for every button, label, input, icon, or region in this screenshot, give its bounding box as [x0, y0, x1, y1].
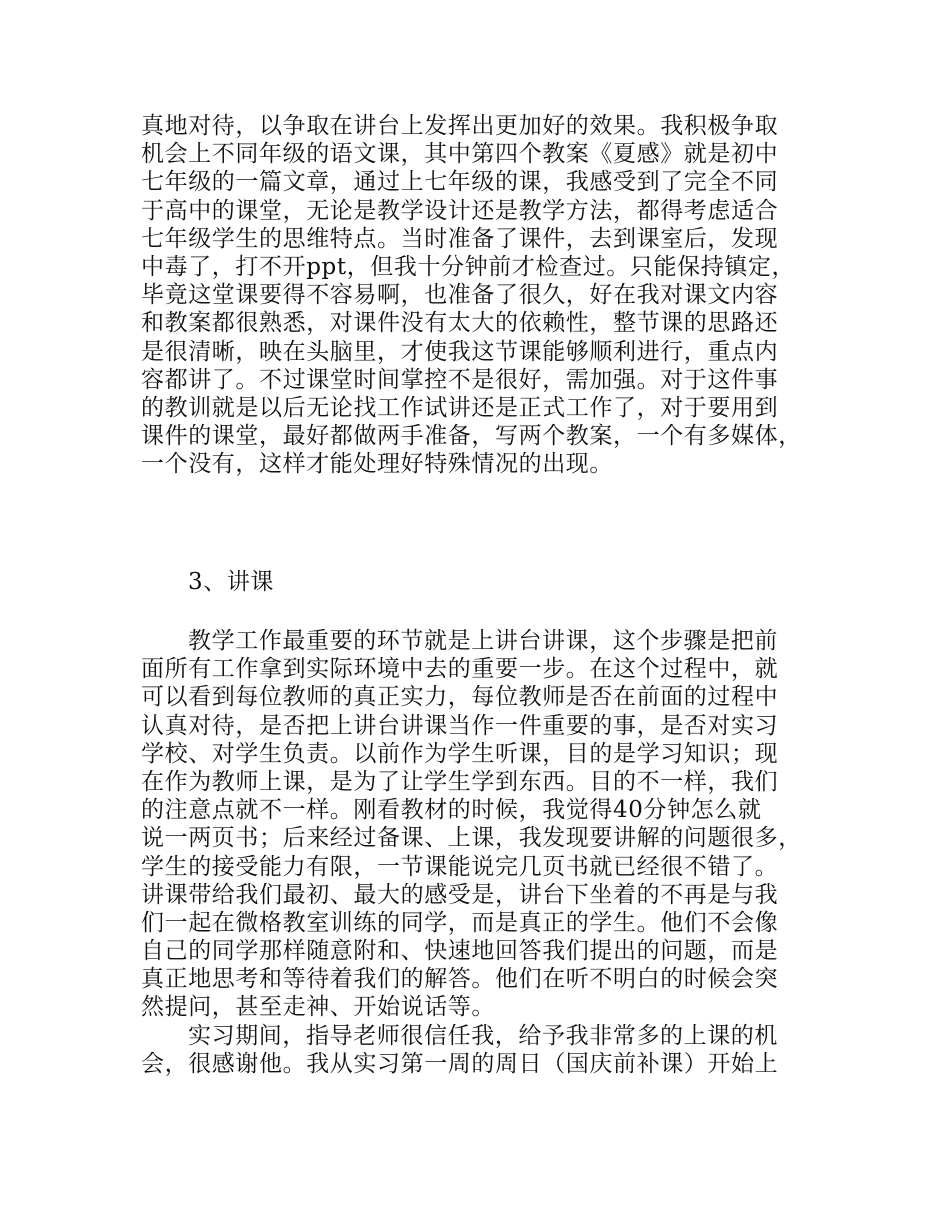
text-line: 和教案都很熟悉，对课件没有太大的依赖性，整节课的思路还 [141, 310, 779, 337]
text-line: 的教训就是以后无论找工作试讲还是正式工作了，对于要用到 [141, 394, 779, 421]
text-line: 容都讲了。不过课堂时间掌控不是很好，需加强。对于这件事 [141, 366, 779, 393]
text-line: 讲课带给我们最初、最大的感受是，讲台下坐着的不再是与我 [141, 881, 779, 908]
text-line: 是很清晰，映在头脑里，才使我这节课能够顺利进行，重点内 [141, 338, 779, 365]
text-line: 一个没有，这样才能处理好特殊情况的出现。 [141, 451, 613, 478]
text-line: 会，很感谢他。我从实习第一周的周日（国庆前补课）开始上 [141, 1051, 779, 1078]
paragraph-1 [141, 112, 831, 478]
text-line: 学生的接受能力有限，一节课能说完几页书就已经很不错了。 [141, 853, 779, 880]
text-line: 学校、对学生负责。以前作为学生听课，目的是学习知识；现 [141, 740, 779, 767]
text-line: 自己的同学那样随意附和、快速地回答我们提出的问题，而是 [141, 938, 779, 965]
section-heading [141, 568, 831, 596]
text-line: 们一起在微格教室训练的同学，而是真正的学生。他们不会像 [141, 909, 779, 936]
text-line: 七年级学生的思维特点。当时准备了课件，去到课室后，发现 [141, 225, 779, 252]
text-line: 可以看到每位教师的真正实力，每位教师是否在前面的过程中 [141, 684, 779, 711]
text-line: 的注意点就不一样。刚看教材的时候，我觉得40分钟怎么就 [141, 797, 762, 824]
text-line: 毕竟这堂课要得不容易啊，也准备了很久，好在我对课文内容 [141, 282, 779, 309]
text-line: 中毒了，打不开ppt，但我十分钟前才检查过。只能保持镇定， [141, 253, 796, 280]
paragraph-3 [141, 1022, 831, 1078]
text-line: 七年级的一篇文章，通过上七年级的课，我感受到了完全不同 [141, 169, 779, 196]
text-line: 于高中的课堂，无论是教学设计还是教学方法，都得考虑适合 [141, 197, 779, 224]
text-line: 实习期间，指导老师很信任我，给予我非常多的上课的机 [188, 1023, 778, 1049]
section-heading-text: 3、讲课 [188, 569, 275, 595]
text-line: 然提问，甚至走神、开始说话等。 [141, 994, 495, 1021]
text-line: 课件的课堂，最好都做两手准备，写两个教案，一个有多媒体， [141, 423, 802, 450]
text-line: 真地对待，以争取在讲台上发挥出更加好的效果。我积极争取 [141, 113, 779, 139]
text-line: 机会上不同年级的语文课，其中第四个教案《夏感》就是初中 [141, 141, 779, 168]
paragraph-2 [141, 627, 831, 1022]
text-line: 面所有工作拿到实际环境中去的重要一步。在这个过程中，就 [141, 656, 779, 683]
text-line: 教学工作最重要的环节就是上讲台讲课，这个步骤是把前 [188, 628, 778, 654]
text-line: 真正地思考和等待着我们的解答。他们在听不明白的时候会突 [141, 966, 779, 993]
text-line: 在作为教师上课，是为了让学生学到东西。目的不一样，我们 [141, 768, 779, 795]
text-line: 说一两页书；后来经过备课、上课，我发现要讲解的问题很多， [141, 825, 802, 852]
text-line: 认真对待，是否把上讲台讲课当作一件重要的事，是否对实习 [141, 712, 779, 739]
